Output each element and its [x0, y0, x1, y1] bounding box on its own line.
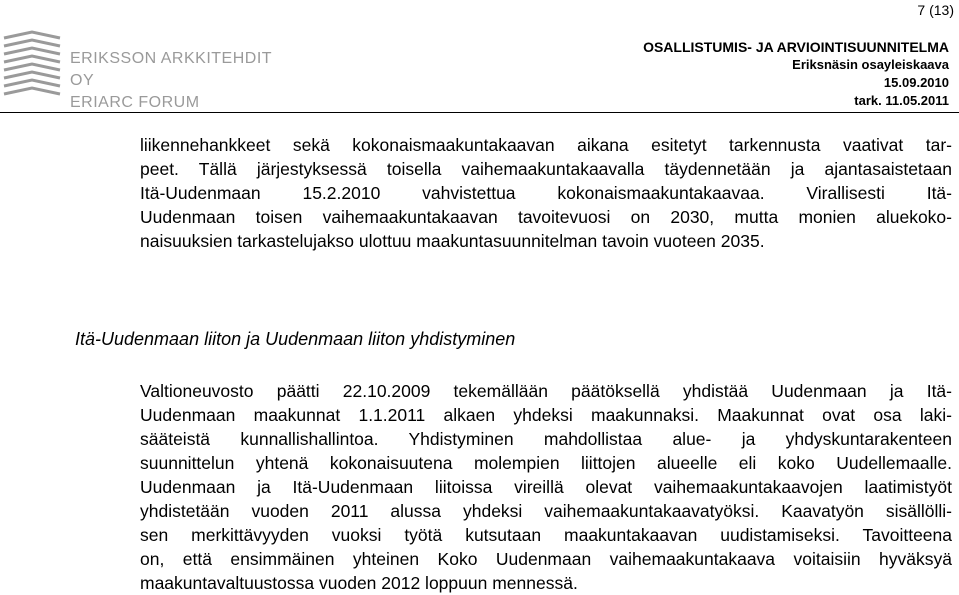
company-subname: ERIARC FORUM	[70, 94, 200, 111]
paragraph-line: suunnittelun yhtenä kokonaisuutena molempien liittojen alueelle eli koko Uudellemaalle.	[140, 453, 952, 473]
document-revised-date: tark. 11.05.2011	[854, 93, 949, 108]
page-number: 7 (13)	[917, 2, 954, 18]
header-divider	[0, 112, 959, 113]
paragraph-2	[140, 379, 952, 595]
document-subject: Eriksnäsin osayleiskaava	[792, 57, 949, 72]
paragraph-line: Uudenmaan maakunnat 1.1.2011 alkaen yhdeksi maakunnaksi. Maakunnat ovat osa laki-	[140, 405, 952, 425]
paragraph-line: yhdistetään vuoden 2011 alussa yhdeksi vaihemaakuntakaavatyöksi. Kaavatyön sisällölli-	[140, 501, 952, 521]
paragraph-line: liikennehankkeet sekä kokonaismaakuntakaavan aikana esitetyt tarkennusta vaativat tar-	[140, 135, 952, 155]
company-name: ERIKSSON ARKKITEHDIT OY	[70, 50, 272, 89]
paragraph-line: Uudenmaan ja Itä-Uudenmaan liitoissa vireillä olevat vaihemaakuntakaavojen laatimistyöt	[140, 477, 952, 497]
paragraph-line: on, että ensimmäinen yhteinen Koko Uudenmaan vaihemaakuntakaava voitaisiin hyväksyä	[140, 549, 952, 569]
document-header	[643, 38, 949, 110]
document-date: 15.09.2010	[883, 75, 949, 90]
paragraph-line: Uudenmaan toisen vaihemaakuntakaavan tavoitevuosi on 2030, mutta monien aluekoko-	[140, 207, 952, 227]
paragraph-line: Itä-Uudenmaan 15.2.2010 vahvistettua kokonaismaakuntakaavaa. Virallisesti Itä-	[140, 183, 952, 203]
stacked-chevrons-logo-icon	[0, 30, 64, 100]
paragraph-line: naisuuksien tarkastelujakso ulottuu maakuntasuunnitelman tavoin vuoteen 2035.	[140, 231, 765, 251]
paragraph-line: sen merkittävyyden vuoksi työtä kutsutaan maakuntakaavan uudistamiseksi. Tavoitteena	[140, 525, 952, 545]
section-heading: Itä-Uudenmaan liiton ja Uudenmaan liiton yhdistyminen	[75, 329, 516, 349]
paragraph-line: peet. Tällä järjestyksessä toisella vaihemaakuntakaavalla täydennetään ja ajantasaistetaan	[140, 159, 952, 179]
paragraph-line: sääteistä kunnallishallintoa. Yhdistyminen mahdollistaa alue- ja yhdyskuntarakenteen	[140, 429, 952, 449]
paragraph-1	[140, 133, 952, 253]
company-logo	[0, 30, 300, 111]
paragraph-line: Valtioneuvosto päätti 22.10.2009 tekemällään päätöksellä yhdistää Uudenmaan ja Itä-	[140, 381, 952, 401]
paragraph-line: maakuntavaltuustossa vuoden 2012 loppuun mennessä.	[140, 573, 578, 593]
document-title: OSALLISTUMIS- JA ARVIOINTISUUNNITELMA	[643, 39, 949, 55]
